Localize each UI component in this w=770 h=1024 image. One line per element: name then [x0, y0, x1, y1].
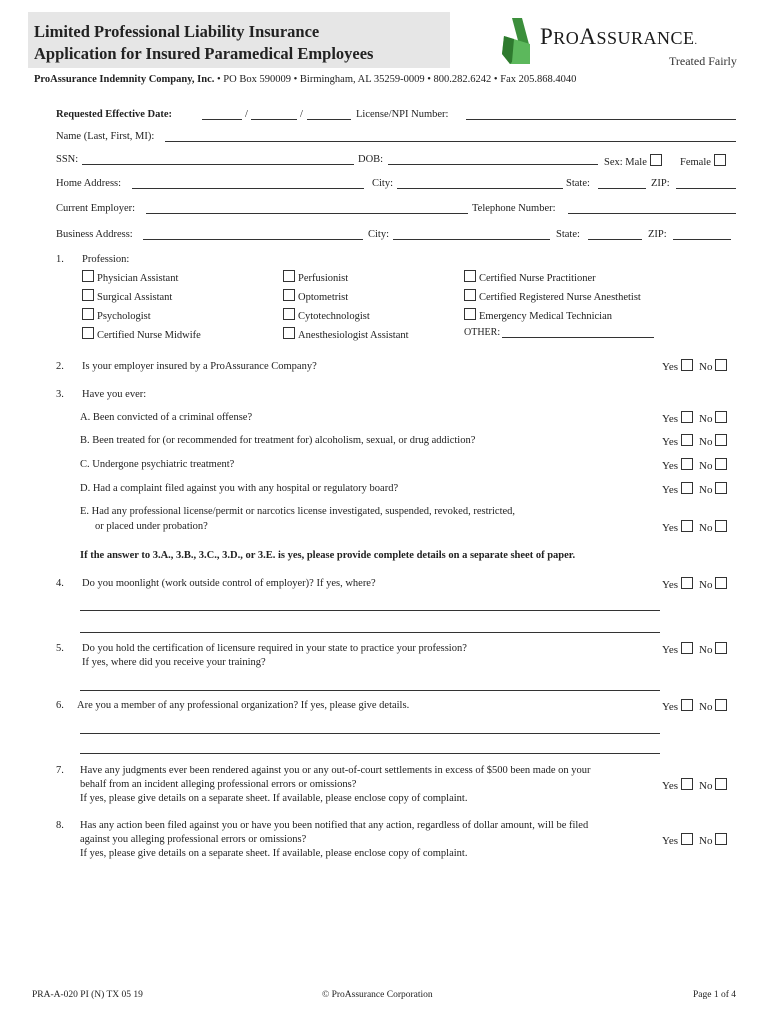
question-1-number: 1.	[56, 254, 64, 265]
profession-option[interactable]: Surgical Assistant	[82, 289, 172, 303]
question-3-text: Have you ever:	[82, 389, 147, 400]
profession-other-label: OTHER:	[464, 327, 501, 338]
form-id: PRA-A-020 PI (N) TX 05 19	[32, 990, 143, 1000]
question-6-number: 6.	[56, 700, 64, 711]
license-label: License/NPI Number:	[356, 109, 449, 120]
proassurance-logo-icon	[500, 18, 544, 64]
license-field[interactable]	[466, 109, 736, 120]
no-checkbox[interactable]	[715, 482, 727, 494]
question-6-text: Are you a member of any professional organization? If yes, please give details.	[77, 700, 410, 711]
profession-other-field[interactable]	[502, 327, 654, 338]
question-3c-text: C. Undergone psychiatric treatment?	[80, 459, 235, 470]
profession-option[interactable]: Cytotechnologist	[283, 308, 370, 322]
profession-label: Profession:	[82, 254, 130, 265]
sex-male-label: Sex: Male	[604, 154, 662, 168]
question-5-text-line2: If yes, where did you receive your training?	[82, 657, 266, 668]
question-5-text-line1: Do you hold the certification of licensure required in your state to practice your profession?	[82, 643, 467, 654]
yes-checkbox[interactable]	[681, 434, 693, 446]
no-checkbox[interactable]	[715, 778, 727, 790]
page-number: Page 1 of 4	[693, 990, 737, 1000]
question-3-number: 3.	[56, 389, 64, 400]
profession-option[interactable]: Optometrist	[283, 289, 348, 303]
home-city-field[interactable]	[397, 178, 563, 189]
home-address-field[interactable]	[132, 178, 364, 189]
question-4-answer-line[interactable]	[80, 632, 660, 633]
date-slash: /	[300, 109, 303, 120]
question-3a-text: A. Been convicted of a criminal offense?	[80, 412, 253, 423]
yes-checkbox[interactable]	[681, 411, 693, 423]
profession-option[interactable]: Certified Nurse Practitioner	[464, 270, 596, 284]
home-state-label: State:	[566, 178, 590, 189]
dob-label: DOB:	[358, 154, 384, 165]
question-2-text: Is your employer insured by a ProAssurance Company?	[82, 361, 317, 372]
question-4-number: 4.	[56, 578, 64, 589]
telephone-field[interactable]	[568, 203, 736, 214]
no-checkbox[interactable]	[715, 699, 727, 711]
no-checkbox[interactable]	[715, 359, 727, 371]
question-6-answer-line[interactable]	[80, 733, 660, 734]
name-label: Name (Last, First, MI):	[56, 131, 155, 142]
profession-option[interactable]: Emergency Medical Technician	[464, 308, 612, 322]
no-checkbox[interactable]	[715, 642, 727, 654]
ssn-label: SSN:	[56, 154, 79, 165]
logo-tagline: Treated Fairly	[669, 54, 737, 68]
profession-option[interactable]: Certified Nurse Midwife	[82, 327, 201, 341]
question-3-note: If the answer to 3.A., 3.B., 3.C., 3.D., or 3.E. is yes, please provide complete details on a separate sheet of paper.	[80, 550, 576, 561]
employer-field[interactable]	[146, 203, 468, 214]
yes-checkbox[interactable]	[681, 642, 693, 654]
question-6-answer-line[interactable]	[80, 753, 660, 754]
yes-checkbox[interactable]	[681, 778, 693, 790]
question-5-number: 5.	[56, 643, 64, 654]
home-zip-field[interactable]	[676, 178, 736, 189]
effective-date-day-field[interactable]	[251, 109, 297, 120]
company-info: ProAssurance Indemnity Company, Inc. • PO Box 590009 • Birmingham, AL 35259-0009 • 800.282.6242 • Fax 205.868.4040	[34, 74, 577, 85]
question-3d-answer: Yes No	[662, 482, 727, 496]
no-checkbox[interactable]	[715, 520, 727, 532]
no-checkbox[interactable]	[715, 577, 727, 589]
no-checkbox[interactable]	[715, 458, 727, 470]
question-3e-text-line2: or placed under probation?	[95, 521, 208, 532]
effective-date-label: Requested Effective Date:	[56, 109, 173, 120]
business-address-label: Business Address:	[56, 229, 133, 240]
question-4-answer: Yes No	[662, 577, 727, 591]
question-7-text-line2: behalf from an incident alleging professional errors or omissions?	[80, 779, 357, 790]
employer-label: Current Employer:	[56, 203, 136, 214]
business-address-field[interactable]	[143, 229, 363, 240]
form-title-line2: Application for Insured Paramedical Employees	[34, 44, 374, 63]
yes-checkbox[interactable]	[681, 359, 693, 371]
home-address-label: Home Address:	[56, 178, 122, 189]
question-8-number: 8.	[56, 820, 64, 831]
form-title-line1: Limited Professional Liability Insurance	[34, 22, 320, 41]
home-state-field[interactable]	[598, 178, 646, 189]
effective-date-year-field[interactable]	[307, 109, 351, 120]
question-7-number: 7.	[56, 765, 64, 776]
sex-female-checkbox[interactable]	[714, 154, 726, 166]
question-3e-text-line1: E. Had any professional license/permit or narcotics license investigated, suspended, revoked, restricted,	[80, 506, 516, 517]
business-zip-label: ZIP:	[648, 229, 667, 240]
profession-option[interactable]: Perfusionist	[283, 270, 348, 284]
no-checkbox[interactable]	[715, 434, 727, 446]
business-city-field[interactable]	[393, 229, 550, 240]
question-3e-answer: Yes No	[662, 520, 727, 534]
proassurance-logo-text: PROASSURANCE.	[540, 24, 698, 49]
question-3d-text: D. Had a complaint filed against you with any hospital or regulatory board?	[80, 483, 399, 494]
date-slash: /	[245, 109, 248, 120]
business-zip-field[interactable]	[673, 229, 731, 240]
yes-checkbox[interactable]	[681, 482, 693, 494]
effective-date-month-field[interactable]	[202, 109, 242, 120]
profession-option[interactable]: Certified Registered Nurse Anesthetist	[464, 289, 641, 303]
profession-option[interactable]: Physician Assistant	[82, 270, 178, 284]
business-state-label: State:	[556, 229, 580, 240]
sex-male-checkbox[interactable]	[650, 154, 662, 166]
question-3c-answer: Yes No	[662, 458, 727, 472]
question-2-number: 2.	[56, 361, 64, 372]
name-field[interactable]	[165, 131, 736, 142]
question-7-text-line3: If yes, please give details on a separate sheet. If available, please enclose copy of complaint.	[80, 793, 468, 804]
no-checkbox[interactable]	[715, 411, 727, 423]
sex-female-label: Female	[680, 154, 726, 168]
question-6-answer: Yes No	[662, 699, 727, 713]
yes-checkbox[interactable]	[681, 699, 693, 711]
telephone-label: Telephone Number:	[472, 203, 556, 214]
question-7-answer: Yes No	[662, 778, 727, 792]
no-checkbox[interactable]	[715, 833, 727, 845]
question-7-text-line1: Have any judgments ever been rendered against you or any out-of-court settlements in excess of $500 been made on your	[80, 765, 591, 776]
yes-checkbox[interactable]	[681, 458, 693, 470]
question-2-answer: Yes No	[662, 359, 727, 373]
copyright: © ProAssurance Corporation	[322, 990, 433, 1000]
question-4-text: Do you moonlight (work outside control of employer)? If yes, where?	[82, 578, 376, 589]
question-3b-text: B. Been treated for (or recommended for treatment for) alcoholism, sexual, or drug addiction?	[80, 435, 476, 446]
home-zip-label: ZIP:	[651, 178, 670, 189]
question-8-text-line3: If yes, please give details on a separate sheet. If available, please enclose copy of complaint.	[80, 848, 468, 859]
home-city-label: City:	[372, 178, 394, 189]
yes-checkbox[interactable]	[681, 520, 693, 532]
ssn-field[interactable]	[82, 154, 354, 165]
profession-option[interactable]: Psychologist	[82, 308, 151, 322]
question-3a-answer: Yes No	[662, 411, 727, 425]
question-5-answer: Yes No	[662, 642, 727, 656]
question-8-text-line1: Has any action been filed against you or have you been notified that any action, regardless of dollar amount, will be filed	[80, 820, 589, 831]
profession-option[interactable]: Anesthesiologist Assistant	[283, 327, 409, 341]
dob-field[interactable]	[388, 154, 598, 165]
question-8-answer: Yes No	[662, 833, 727, 847]
business-state-field[interactable]	[588, 229, 642, 240]
question-8-text-line2: against you alleging professional errors or omissions?	[80, 834, 307, 845]
business-city-label: City:	[368, 229, 390, 240]
yes-checkbox[interactable]	[681, 833, 693, 845]
question-5-answer-line[interactable]	[80, 690, 660, 691]
yes-checkbox[interactable]	[681, 577, 693, 589]
question-3b-answer: Yes No	[662, 434, 727, 448]
question-4-answer-line[interactable]	[80, 610, 660, 611]
